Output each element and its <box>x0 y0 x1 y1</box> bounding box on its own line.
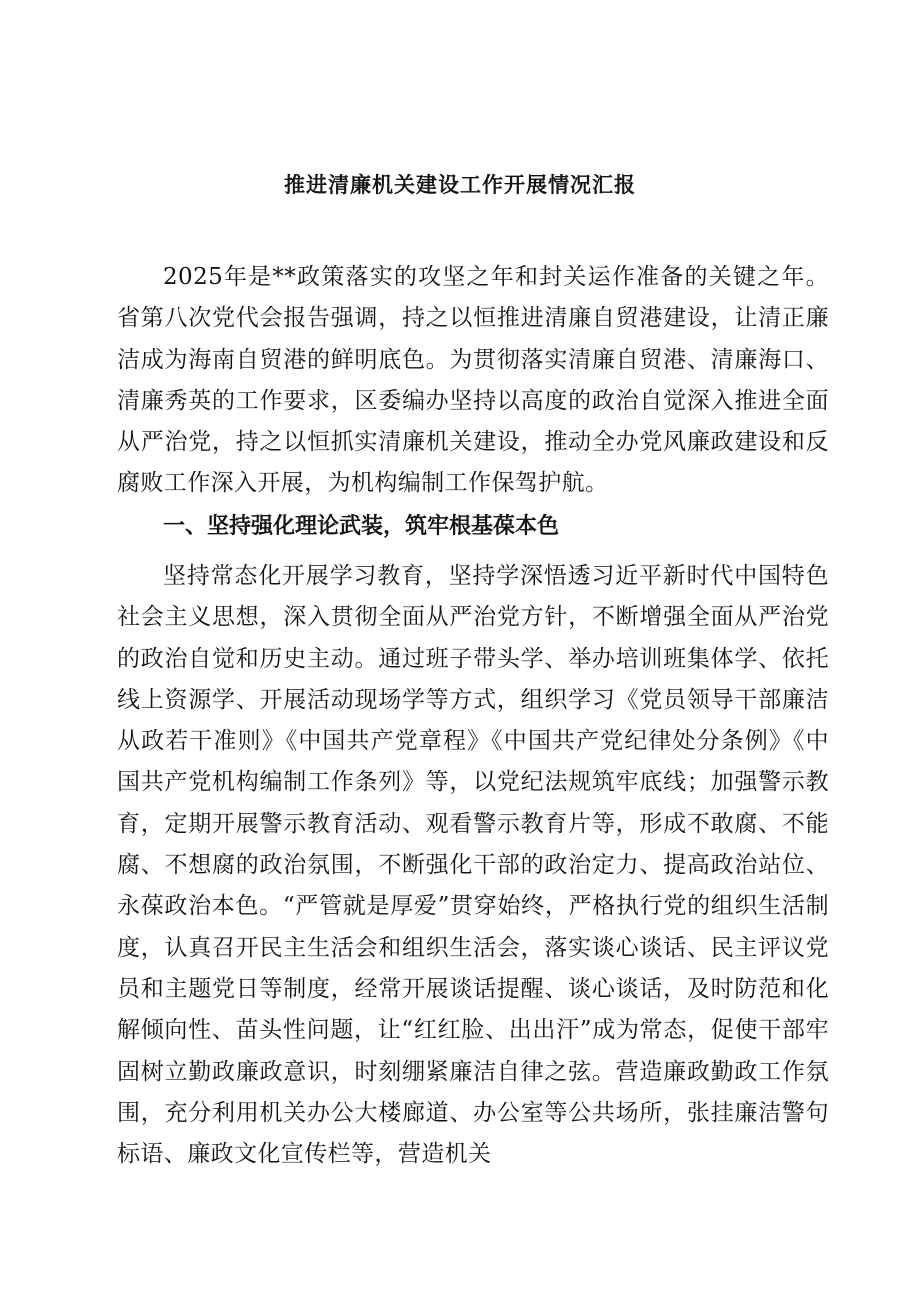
document-title: 推进清廉机关建设工作开展情况汇报 <box>284 173 636 197</box>
section-1-heading: 一、坚持强化理论武装，筑牢根基葆本色 <box>163 514 560 539</box>
intro-paragraph: 2025年是**政策落实的攻坚之年和封关运作准备的关键之年。省第八次党代会报告强调，持之以恒推进清廉自贸港建设，让清正廉洁成为海南自贸港的鲜明底色。为贯彻落实清廉自贸港、清廉海口、清廉秀英的工作要求，区委编办坚持以高度的政治自觉深入推进全面从严治党，持之以恒抓实清廉机关建设，推动全办党风廉政建设和反腐败工作深入开展，为机构编制工作保驾护航。 <box>117 264 829 497</box>
section-1-paragraph: 坚持常态化开展学习教育，坚持学深悟透习近平新时代中国特色社会主义思想，深入贯彻全面从严治党方针，不断增强全面从严治党的政治自觉和历史主动。通过班子带头学、举办培训班集体学、依托线上资源学、开展活动现场学等方式，组织学习《党员领导干部廉洁从政若干准则》《中国共产党章程》《中国共产党纪律处分条例》《中国共产党机构编制工作条列》等，以党纪法规筑牢底线；加强警示教育，定期开展警示教育活动、观看警示教育片等，形成不敢腐、不能腐、不想腐的政治氛围，不断强化干部的政治定力、提高政治站位、永葆政治本色。“严管就是厚爱”贯穿始终，严格执行党的组织生活制度，认真召开民主生活会和组织生活会，落实谈心谈话、民主评议党员和主题党日等制度，经常开展谈话提醒、谈心谈话，及时防范和化解倾向性、苗头性问题，让“红红脸、出出汗”成为常态，促使干部牢固树立勤政廉政意识，时刻绷紧廉洁自律之弦。营造廉政勤政工作氛围，充分利用机关办公大楼廊道、办公室等公共场所，张挂廉洁警句标语、廉政文化宣传栏等，营造机关 <box>117 563 829 1168</box>
